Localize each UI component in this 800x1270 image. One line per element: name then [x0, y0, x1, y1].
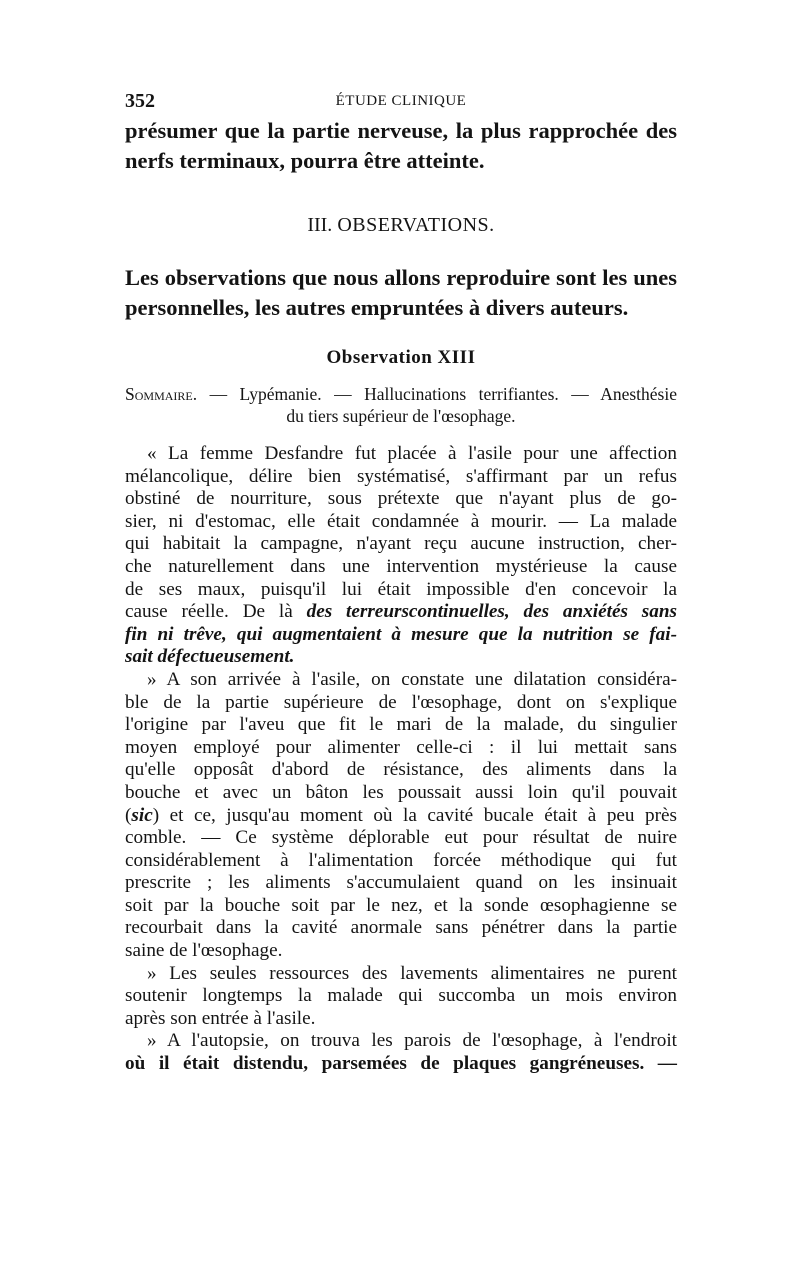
body-line: soutenir longtemps la malade qui succomba un mois environ: [125, 985, 677, 1007]
body-line: [125, 601, 677, 624]
body-line: saine de l'œsophage.: [125, 940, 283, 962]
body-line: soit par la bouche soit par le nez, et la sonde œsophagienne se: [125, 894, 677, 916]
running-title: ÉTUDE CLINIQUE: [335, 93, 467, 109]
body-text: cause réelle. De là: [125, 601, 307, 623]
body-line: où il était distendu, parsemées de plaques gangréneuses. —: [125, 1053, 677, 1075]
summary-line: du tiers supérieur de l'œsophage.: [286, 406, 516, 426]
section-intro-paragraph: [125, 263, 677, 323]
italic-text: sait défectueusement.: [125, 646, 295, 668]
observation-text: [125, 443, 677, 1076]
summary-text: — Lypémanie. — Hallucinations terrifiantes. — Anesthésie: [197, 384, 677, 404]
summary-label: Sommaire.: [125, 384, 198, 404]
body-text: ) et ce, jusqu'au moment où la cavité bucale était à peu près: [152, 804, 677, 826]
body-line: mélancolique, délire bien systématisé, s'affirmant par un refus: [125, 465, 677, 487]
body-line: après son entrée à l'asile.: [125, 1007, 316, 1029]
body-line: (sic) et ce, jusqu'au moment où la cavité bucale était à peu près: [125, 804, 677, 826]
section-heading: [125, 214, 677, 237]
body-line: comble. — Ce système déplorable eut pour résultat de nuire: [125, 827, 677, 849]
observation-title: Observation XIII: [326, 347, 476, 368]
body-line: considérablement à l'alimentation forcée méthodique qui fut: [125, 849, 677, 871]
section-number: III.: [307, 214, 333, 236]
italic-text: fin ni trêve, qui augmentaient à mesure que la nutrition se fai-: [125, 623, 677, 645]
summary-line: [125, 383, 677, 405]
body-line: qu'elle opposât d'abord de résistance, des aliments dans la: [125, 759, 677, 781]
page-number: 352: [125, 90, 155, 112]
body-line: de ses maux, puisqu'il lui était impossible d'en concevoir la: [125, 578, 677, 600]
body-line: prescrite ; les aliments s'accumulaient quand on les insinuait: [125, 872, 677, 894]
section-intro-line: Les observations que nous allons reproduire sont les unes: [125, 265, 677, 290]
body-line: che naturellement dans une intervention mystérieuse la cause: [125, 555, 677, 577]
body-line: bouche et avec un bâton les poussait aussi loin qu'il pouvait: [125, 781, 677, 803]
body-line: l'origine par l'aveu que fit le mari de la malade, du singulier: [125, 714, 677, 736]
intro-line: nerfs terminaux, pourra être atteinte.: [125, 148, 485, 173]
page-header: [125, 90, 677, 116]
book-page: [125, 90, 677, 1076]
intro-line: présumer que la partie nerveuse, la plus rapprochée des: [125, 118, 677, 143]
body-line: ble de la partie supérieure de l'œsophage, dont on s'explique: [125, 691, 677, 713]
body-line: [125, 646, 677, 669]
intro-paragraph: [125, 116, 677, 176]
body-line: obstiné de nourriture, sous prétexte que n'ayant plus de go-: [125, 488, 677, 510]
italic-text: sic: [131, 804, 153, 826]
italic-text: des terreurscontinuelles, des anxiétés sans: [306, 601, 677, 623]
body-line: » Les seules ressources des lavements alimentaires ne purent: [147, 962, 677, 984]
section-title: OBSERVATIONS.: [337, 214, 495, 236]
body-line: » A l'autopsie, on trouva les parois de l'œsophage, à l'endroit: [147, 1030, 677, 1052]
body-line: qui habitait la campagne, n'ayant reçu aucune instruction, cher-: [125, 533, 677, 555]
body-line: recourbait dans la cavité anormale sans pénétrer dans la partie: [125, 917, 677, 939]
section-intro-line: personnelles, les autres empruntées à divers auteurs.: [125, 295, 629, 320]
body-line: » A son arrivée à l'asile, on constate une dilatation considéra-: [147, 668, 677, 690]
body-line: sier, ni d'estomac, elle était condamnée à mourir. — La malade: [125, 510, 677, 532]
body-line: « La femme Desfandre fut placée à l'asile pour une affection: [147, 443, 677, 464]
body-line: [125, 624, 677, 647]
body-line: moyen employé pour alimenter celle-ci : il lui mettait sans: [125, 736, 677, 758]
summary: [125, 383, 677, 427]
